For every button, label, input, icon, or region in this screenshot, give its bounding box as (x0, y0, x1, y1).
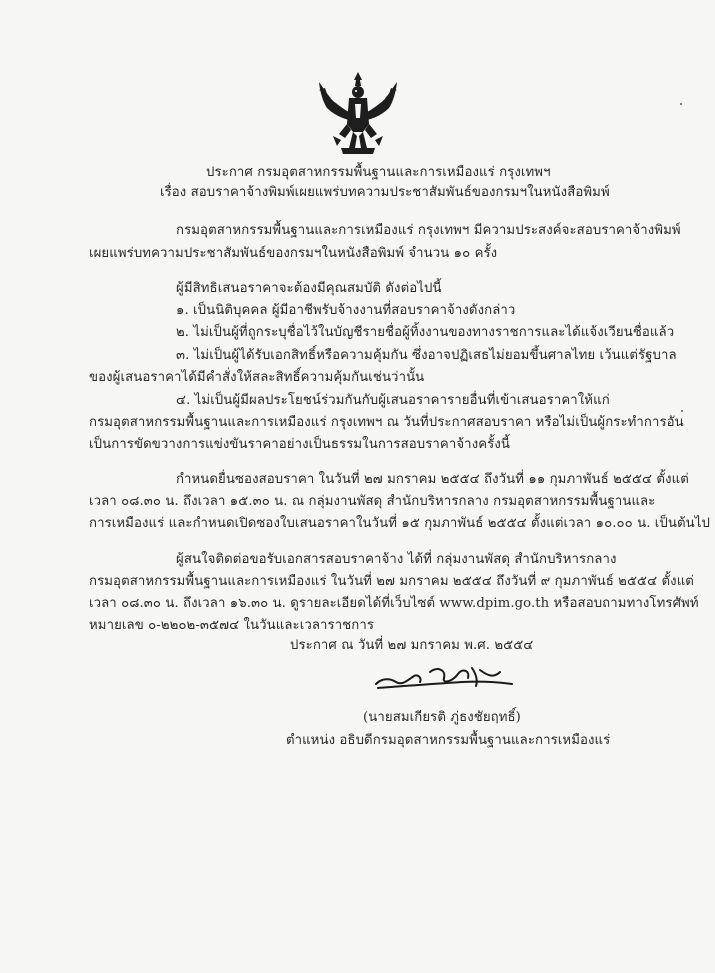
garuda-emblem-icon (311, 68, 405, 160)
intro-line-2: เผยแพร่บทความประชาสัมพันธ์ของกรมฯในหนังสือพิมพ์ จำนวน ๑๐ ครั้ง (89, 246, 498, 261)
signer-title: ตำแหน่ง อธิบดีกรมอุตสาหกรรมพื้นฐานและการเหมืองแร่ (286, 733, 611, 748)
header-subject-line: เรื่อง สอบราคาจ้างพิมพ์เผยแพร่บทความประชาสัมพันธ์ของกรมฯในหนังสือพิมพ์ (160, 185, 610, 200)
qualification-item-4-line-3: เป็นการขัดขวางการแข่งขันราคาอย่างเป็นธรรมในการสอบราคาจ้างครั้งนี้ (89, 437, 510, 452)
qualification-item-3-line-2: ของผู้เสนอราคาได้มีคำสั่งให้สละสิทธิ์ความคุ้มกันเช่นว่านั้น (89, 370, 425, 385)
qualification-heading: ผู้มีสิทธิเสนอราคาจะต้องมีคุณสมบัติ ดังต่อไปนี้ (176, 281, 442, 296)
scan-speck (680, 103, 682, 105)
contact-line-4: หมายเลข ๐-๒๒๐๒-๓๕๗๔ ในวันและเวลาราชการ (89, 618, 375, 633)
signer-name: (นายสมเกียรติ ภู่ธงชัยฤทธิ์) (363, 710, 521, 725)
announcement-date: ประกาศ ณ วันที่ ๒๗ มกราคม พ.ศ. ๒๕๕๔ (290, 638, 534, 653)
qualification-item-4-line-2: กรมอุตสาหกรรมพื้นฐานและการเหมืองแร่ กรุงเทพฯ ณ วันที่ประกาศสอบราคา หรือไม่เป็นผู้กระทำการอัน (89, 415, 684, 430)
contact-line-2: กรมอุตสาหกรรมพื้นฐานและการเหมืองแร่ ในวันที่ ๒๗ มกราคม ๒๕๕๔ ถึงวันที่ ๙ กุมภาพันธ์ ๒๕๕๔ ตั้งแต่ (89, 574, 694, 589)
qualification-item-4-line-1: ๔. ไม่เป็นผู้มีผลประโยชน์ร่วมกันกับผู้เสนอราคารายอื่นที่เข้าเสนอราคาให้แก่ (176, 393, 610, 408)
schedule-line-3: การเหมืองแร่ และกำหนดเปิดซองใบเสนอราคาในวันที่ ๑๕ กุมภาพันธ์ ๒๕๕๔ ตั้งแต่เวลา ๑๐.๐๐ น. เป็นต้นไป (89, 516, 710, 531)
intro-line-1: กรมอุตสาหกรรมพื้นฐานและการเหมืองแร่ กรุงเทพฯ มีความประสงค์จะสอบราคาจ้างพิมพ์ (176, 223, 681, 238)
schedule-line-1: กำหนดยื่นซองสอบราคา ในวันที่ ๒๗ มกราคม ๒๕๕๔ ถึงวันที่ ๑๑ กุมภาพันธ์ ๒๕๕๔ ตั้งแต่ (176, 472, 689, 487)
schedule-line-2: เวลา ๐๘.๓๐ น. ถึงเวลา ๑๕.๓๐ น. ณ กลุ่มงานพัสดุ สำนักบริหารกลาง กรมอุตสาหกรรมพื้นฐานและ (89, 494, 656, 509)
qualification-item-1: ๑. เป็นนิติบุคคล ผู้มีอาชีพรับจ้างงานที่สอบราคาจ้างดังกล่าว (176, 303, 516, 318)
header-line-1: ประกาศ กรมอุตสาหกรรมพื้นฐานและการเหมืองแร่ กรุงเทพฯ (206, 165, 551, 180)
scan-speck (681, 410, 683, 412)
qualification-item-3-line-1: ๓. ไม่เป็นผู้ได้รับเอกสิทธิ์หรือความคุ้มกัน ซึ่งอาจปฏิเสธไม่ยอมขึ้นศาลไทย เว้นแต่รัฐบาล (176, 348, 677, 363)
qualification-item-2: ๒. ไม่เป็นผู้ที่ถูกระบุชื่อไว้ในบัญชีรายชื่อผู้ทิ้งงานของทางราชการและได้แจ้งเวียนชื่อแล้ว (176, 325, 675, 340)
signature-image (372, 660, 520, 694)
contact-line-1: ผู้สนใจติดต่อขอรับเอกสารสอบราคาจ้าง ได้ที่ กลุ่มงานพัสดุ สำนักบริหารกลาง (176, 552, 617, 567)
contact-line-3: เวลา ๐๘.๓๐ น. ถึงเวลา ๑๖.๓๐ น. ดูรายละเอียดได้ที่เว็บไซต์ www.dpim.go.th หรือสอบถามทางโทรศัพท์ (89, 596, 699, 611)
